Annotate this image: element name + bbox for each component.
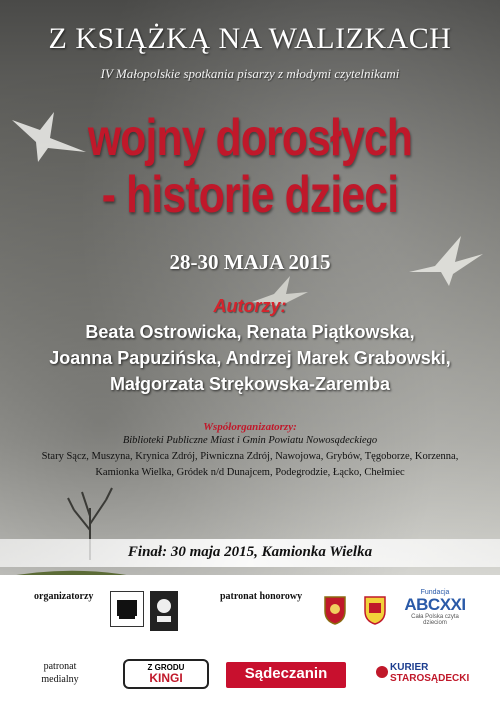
coorganizers-line-3: Kamionka Wielka, Gródek n/d Dunajcem, Podegrodzie, Łącko, Chełmiec xyxy=(95,467,405,478)
kinga-top-text: Z GRODU xyxy=(147,663,185,672)
coorganizers-line-2: Stary Sącz, Muszyna, Krynica Zdrój, Piwniczna Zdrój, Nawojowa, Grybów, Tęgoborze, Korzenna, xyxy=(41,451,459,462)
coorganizers-line-1: Biblioteki Publiczne Miast i Gmin Powiatu Nowosądeckiego xyxy=(122,435,378,446)
library-logo xyxy=(150,591,178,631)
z-grodu-kingi-logo xyxy=(123,659,209,689)
honorary-patronage-label: patronat honorowy xyxy=(220,591,303,602)
kurier-staroadecki-logo xyxy=(376,662,470,688)
media-patronage-label xyxy=(30,660,90,686)
library-emblem-icon xyxy=(153,596,175,626)
coorganizers-heading: Współorganizatorzy: xyxy=(203,421,297,433)
authors-line-3: Małgorzata Strękowska-Zaremba xyxy=(109,374,391,394)
coat-of-arms-icon xyxy=(323,595,347,625)
authors-line-2: Joanna Papuzińska, Andrzej Marek Grabowski, xyxy=(49,348,451,368)
authors-heading: Autorzy: xyxy=(213,296,287,316)
fundacja-name: ABCXXI xyxy=(404,595,466,614)
kinga-main-text: KINGI xyxy=(149,671,183,685)
kurier-line-2: STAROSĄDECKI xyxy=(390,673,470,684)
coat-of-arms-2 xyxy=(360,592,390,628)
kurier-line-1: KURIER xyxy=(390,662,429,673)
event-title: Z KSIĄŻKĄ NA WALIZKACH xyxy=(48,22,452,55)
sadeczanin-logo: Sądeczanin xyxy=(226,662,346,688)
fundacja-tagline: Cała Polska czyta dzieciom xyxy=(411,614,459,626)
kurier-dot-icon xyxy=(376,666,388,678)
fundacja-label: Fundacja xyxy=(420,589,450,596)
coat-of-arms-1 xyxy=(320,592,350,628)
book-logo-icon xyxy=(114,596,140,622)
final-info: Finał: 30 maja 2015, Kamionka Wielka xyxy=(127,544,373,560)
organizers-label: organizatorzy xyxy=(34,591,94,602)
coat-of-arms-icon xyxy=(363,595,387,625)
theme-line-1: wojny dorosłych xyxy=(87,109,413,167)
media-label-1: patronat xyxy=(43,661,77,672)
media-label-2: medialny xyxy=(41,674,79,685)
event-dates: 28-30 MAJA 2015 xyxy=(169,250,331,274)
literatura-logo xyxy=(110,591,144,627)
fundacja-abcxxi-logo xyxy=(400,589,470,626)
event-subtitle: IV Małopolskie spotkania pisarzy z młodymi czytelnikami xyxy=(100,66,400,81)
authors-line-1: Beata Ostrowicka, Renata Piątkowska, xyxy=(85,322,415,342)
theme-line-2: - historie dzieci xyxy=(101,166,399,224)
